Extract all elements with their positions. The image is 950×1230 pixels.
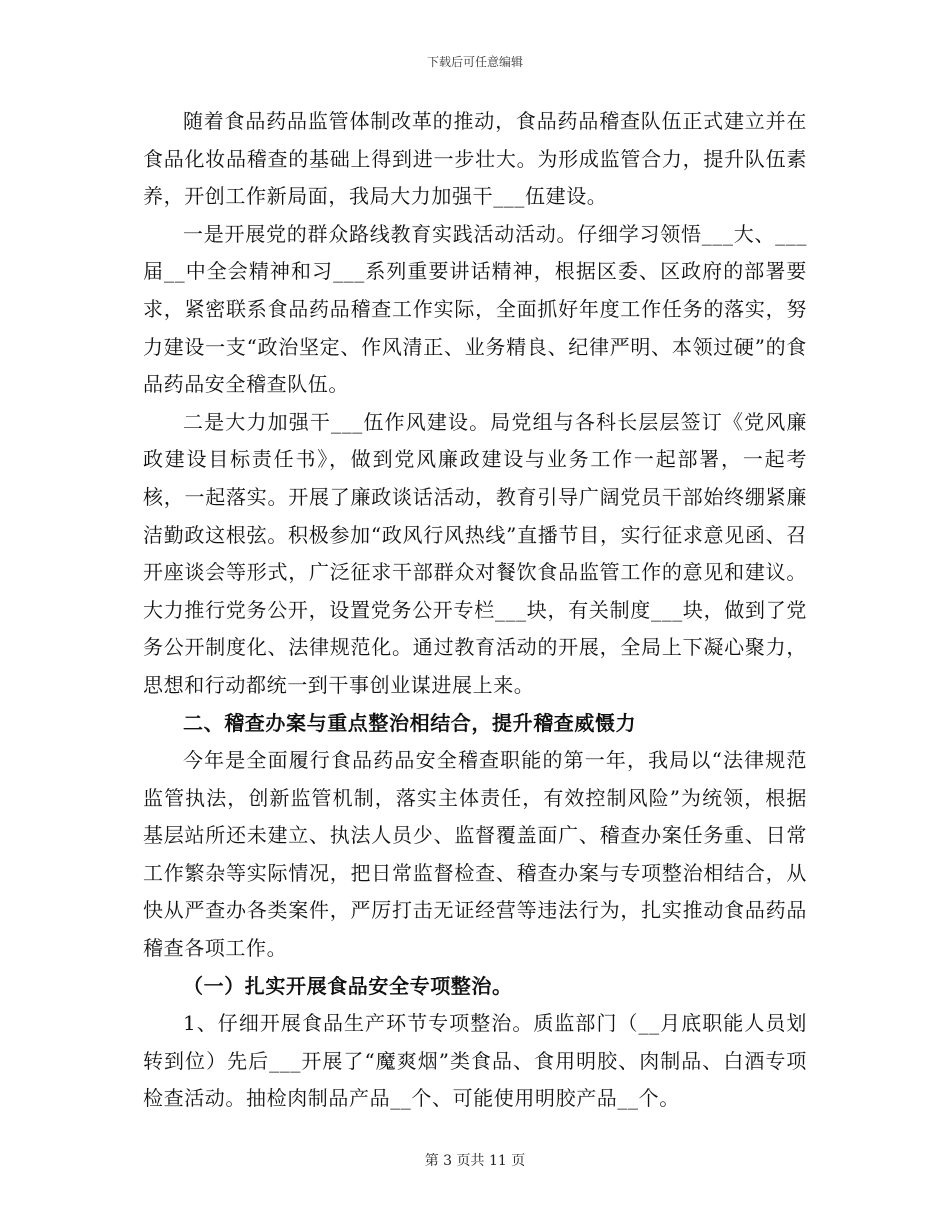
paragraph-intro: 随着食品药品监管体制改革的推动，食品药品稽查队伍正式建立并在食品化妆品稽查的基础上得到进一步壮大。为形成监管合力，提升队伍素养，开创工作新局面，我局大力加强干___伍建设。	[143, 109, 807, 209]
document-body	[143, 103, 807, 1118]
page-footer: 第 3 页共 11 页	[424, 1153, 526, 1169]
paragraph-inspection-overview: 今年是全面履行食品药品安全稽查职能的第一年，我局以“法律规范监管执法，创新监管机制，落实主体责任，有效控制风险”为统领，根据基层站所还未建立、执法人员少、监督覆盖面广、稽查办案任务重、日常工作繁杂等实际情况，把日常监督检查、稽查办案与专项整治相结合，从快从严查办各类案件，严厉打击无证经营等违法行为，扎实推动食品药品稽查各项工作。	[143, 748, 807, 961]
paragraph-party-education: 一是开展党的群众路线教育实践活动活动。仔细学习领悟___大、___届__中全会精神和习___系列重要讲话精神，根据区委、区政府的部署要求，紧密联系食品药品稽查工作实际，全面抓好年度工作任务的落实，努力建设一支“政治坚定、作风清正、业务精良、纪律严明、本领过硬”的食品药品安全稽查队伍。	[143, 221, 807, 397]
paragraph-team-style: 二是大力加强干___伍作风建设。局党组与各科长层层签订《党风廉政建设目标责任书》，做到党风廉政建设与业务工作一起部署，一起考核，一起落实。开展了廉政谈话活动，教育引导广阔党员干部始终绷紧廉洁勤政这根弦。积极参加“政风行风热线”直播节目，实行征求意见函、召开座谈会等形式，广泛征求干部群众对餐饮食品监管工作的意见和建议。大力推行党务公开，设置党务公开专栏___块，有关制度___块，做到了党务公开制度化、法律规范化。通过教育活动的开展，全局上下凝心聚力，思想和行动都统一到干事创业谋进展上来。	[143, 409, 807, 697]
page-header: 下载后可任意编辑	[426, 55, 523, 69]
section-heading-inspection: 二、稽查办案与重点整治相结合，提升稽查威慑力	[183, 710, 637, 735]
paragraph-production-rectification: 1、仔细开展食品生产环节专项整治。质监部门（__月底职能人员划转到位）先后___开展了“魔爽烟”类食品、食用明胶、肉制品、白酒专项检查活动。抽检肉制品产品__个、可能使用明胶产品__个。	[143, 1011, 807, 1111]
subsection-heading-food-safety: （一）扎实开展食品安全专项整治。	[183, 973, 513, 998]
